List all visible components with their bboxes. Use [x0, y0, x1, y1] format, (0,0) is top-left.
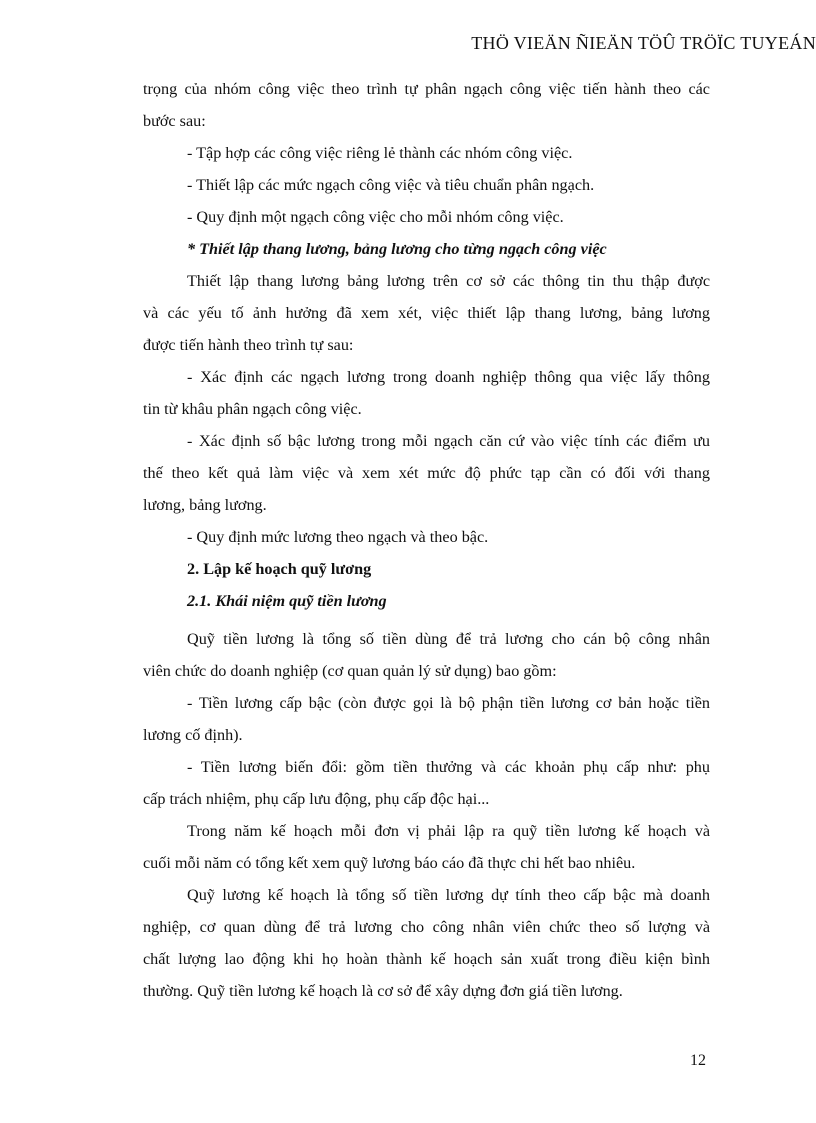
text-line: chất lượng lao động khi họ hoàn thành kế hoạch sản xuất trong điều kiện bình	[143, 950, 710, 968]
list-item: - Quy định một ngạch công việc cho mỗi nhóm công việc.	[187, 208, 564, 226]
text-line: nghiệp, cơ quan dùng để trả lương cho công nhân viên chức theo số lượng và	[143, 918, 710, 936]
page-number: 12	[690, 1052, 706, 1069]
list-item: - Xác định các ngạch lương trong doanh nghiệp thông qua việc lấy thông	[187, 368, 710, 386]
section-heading: 2. Lập kế hoạch quỹ lương	[187, 560, 372, 578]
text-line: bước sau:	[143, 112, 206, 130]
text-line: Quỹ lương kế hoạch là tổng số tiền lương dự tính theo cấp bậc mà doanh	[187, 886, 710, 904]
text-line: Trong năm kế hoạch mỗi đơn vị phải lập ra quỹ tiền lương kế hoạch và	[187, 822, 710, 840]
text-line: cuối mỗi năm có tổng kết xem quỹ lương báo cáo đã thực chi hết bao nhiêu.	[143, 854, 636, 872]
text-line: Thiết lập thang lương bảng lương trên cơ sở các thông tin thu thập được	[187, 272, 710, 290]
section-subheading: * Thiết lập thang lương, bảng lương cho từng ngạch công việc	[187, 240, 607, 258]
page-body	[143, 73, 710, 1007]
text-line: thường. Quỹ tiền lương kế hoạch là cơ sở để xây dựng đơn giá tiền lương.	[143, 982, 623, 1000]
text-line: trọng của nhóm công việc theo trình tự phân ngạch công việc tiến hành theo các	[143, 80, 710, 98]
text-line: lương, bảng lương.	[143, 496, 267, 514]
text-line: lương cố định).	[143, 726, 243, 744]
text-line: Quỹ tiền lương là tổng số tiền dùng để trả lương cho cán bộ công nhân	[187, 630, 710, 648]
list-item: - Tập hợp các công việc riêng lẻ thành các nhóm công việc.	[187, 144, 573, 162]
list-item: - Xác định số bậc lương trong mỗi ngạch căn cứ vào việc tính các điểm ưu	[187, 432, 710, 450]
list-item: - Thiết lập các mức ngạch công việc và tiêu chuẩn phân ngạch.	[187, 176, 595, 194]
running-header: THÖ VIEÄN ÑIEÄN TÖÛ TRÖÏC TUYEÁN	[471, 33, 816, 53]
list-item: - Quy định mức lương theo ngạch và theo bậc.	[187, 528, 489, 546]
text-line: cấp trách nhiệm, phụ cấp lưu động, phụ cấp độc hại...	[143, 790, 490, 808]
text-line: tin từ khâu phân ngạch công việc.	[143, 400, 362, 418]
text-line: viên chức do doanh nghiệp (cơ quan quản lý sử dụng) bao gồm:	[143, 662, 557, 680]
text-line: thế theo kết quả làm việc và xem xét mức độ phức tạp cần có đối với thang	[143, 464, 710, 482]
text-line: được tiến hành theo trình tự sau:	[143, 336, 354, 354]
list-item: - Tiền lương biến đổi: gồm tiền thưởng và các khoản phụ cấp như: phụ	[187, 758, 710, 776]
text-line: và các yếu tố ảnh hưởng đã xem xét, việc thiết lập thang lương, bảng lương	[143, 304, 710, 322]
list-item: - Tiền lương cấp bậc (còn được gọi là bộ phận tiền lương cơ bản hoặc tiền	[187, 694, 710, 712]
subsection-heading: 2.1. Khái niệm quỹ tiền lương	[187, 592, 387, 610]
